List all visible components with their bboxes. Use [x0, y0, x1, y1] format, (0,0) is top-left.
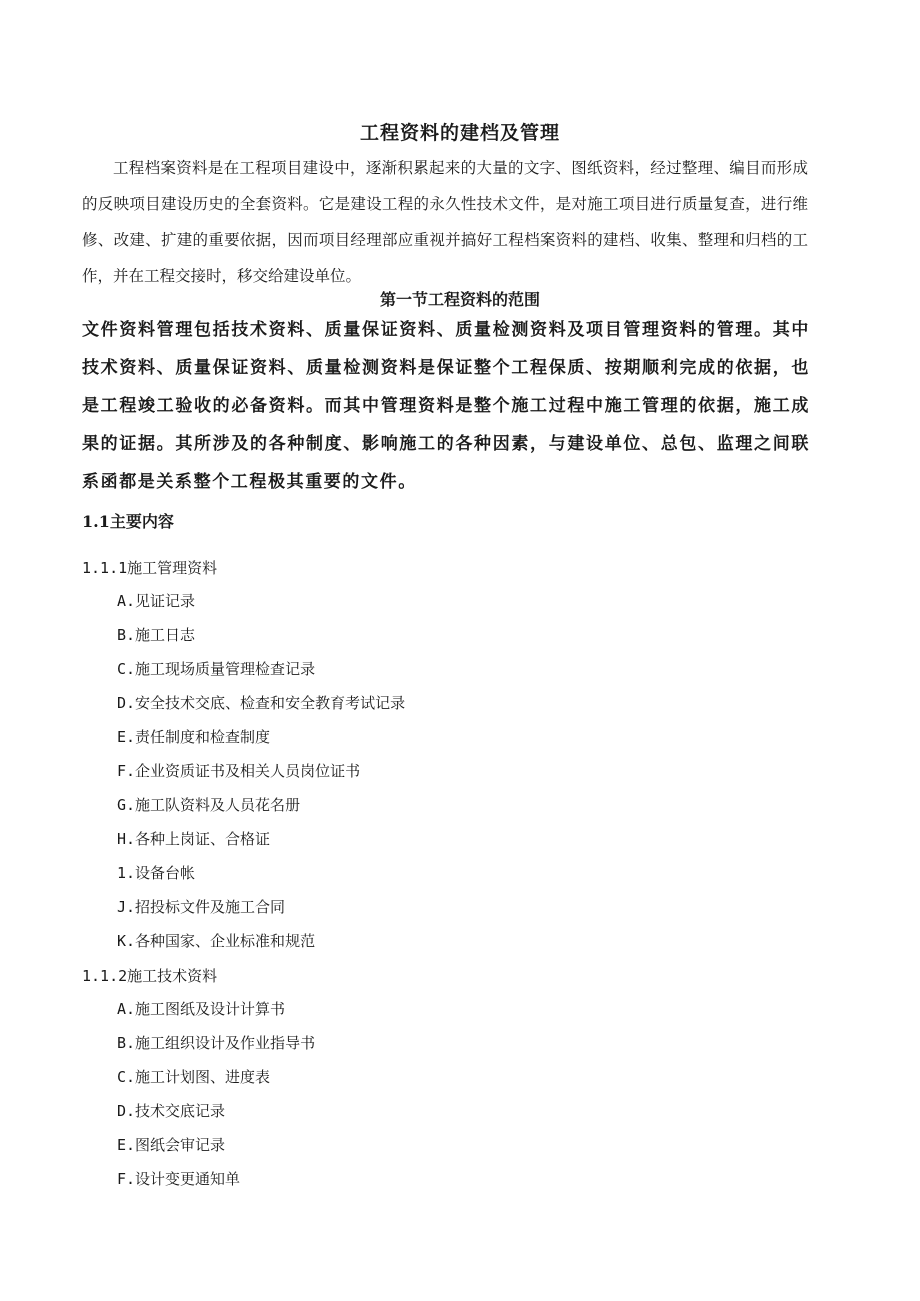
list-item: F.企业资质证书及相关人员岗位证书 — [117, 762, 361, 780]
management-materials-list — [117, 584, 405, 958]
technical-materials-list — [117, 992, 315, 1196]
list-item: E.图纸会审记录 — [117, 1136, 226, 1154]
list-item: E.责任制度和检查制度 — [117, 728, 271, 746]
list-item: D.安全技术交底、检查和安全教育考试记录 — [117, 694, 406, 712]
list-item: B.施工组织设计及作业指导书 — [117, 1034, 316, 1052]
list-item: G.施工队资料及人员花名册 — [117, 796, 301, 814]
list-item: 1.设备台帐 — [117, 864, 196, 882]
list-item: H.各种上岗证、合格证 — [117, 830, 271, 848]
list-item: K.各种国家、企业标准和规范 — [117, 932, 316, 950]
list-item: A.施工图纸及设计计算书 — [117, 1000, 286, 1018]
list-item: D.技术交底记录 — [117, 1102, 226, 1120]
list-item: B.施工日志 — [117, 626, 196, 644]
list-item: A.见证记录 — [117, 592, 196, 610]
group-heading-technical: 1.1.2施工技术资料 — [82, 967, 218, 985]
group-heading-management: 1.1.1施工管理资料 — [82, 559, 218, 577]
document-title: 工程资料的建档及管理 — [359, 122, 560, 144]
intro-paragraph: 工程档案资料是在工程项目建设中，逐渐积累起来的大量的文字、图纸资料，经过整理、编目而形成的反映项目建设历史的全套资料。它是建设工程的永久性技术文件，是对施工项目进行质量复查，进行维修、改建、扩建的重要依据，因而项目经理部应重视并搞好工程档案资料的建档、收集、整理和归档的工作，并在工程交接时，移交给建设单位。 — [82, 159, 808, 285]
subsection-heading: 1.1主要内容 — [82, 512, 174, 531]
section-body-paragraph: 文件资料管理包括技术资料、质量保证资料、质量检测资料及项目管理资料的管理。其中技术资料、质量保证资料、质量检测资料是保证整个工程保质、按期顺利完成的依据，也是工程竣工验收的必备资料。而其中管理资料是整个施工过程中施工管理的依据，施工成果的证据。其所涉及的各种制度、影响施工的各种因素，与建设单位、总包、监理之间联系函都是关系整个工程极其重要的文件。 — [82, 320, 810, 492]
list-item: F.设计变更通知单 — [117, 1170, 241, 1188]
section-heading: 第一节工程资料的范围 — [379, 290, 540, 309]
list-item: J.招投标文件及施工合同 — [117, 898, 286, 916]
list-item: C.施工计划图、进度表 — [117, 1068, 271, 1086]
list-item: C.施工现场质量管理检查记录 — [117, 660, 316, 678]
